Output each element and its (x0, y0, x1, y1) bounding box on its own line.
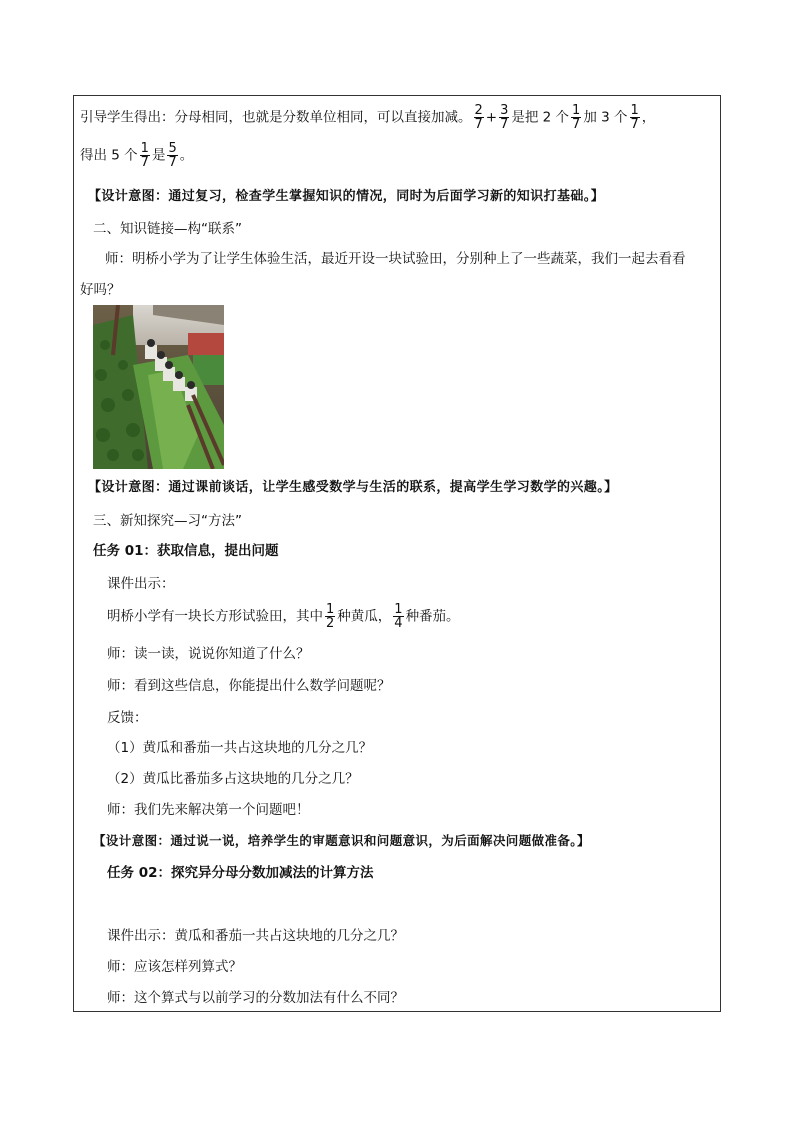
section-2-title: 二、知识链接—构“联系” (93, 221, 242, 237)
fraction-2-7: $\frac{2}{7}$ (474, 103, 483, 132)
vegetable-field-photo (93, 305, 224, 469)
guidance2-end: 。 (179, 147, 194, 164)
teacher-line-1b: 好吗？ (80, 282, 121, 298)
teacher-line-4: 师：我们先来解决第一个问题吧！ (107, 802, 310, 818)
design-intent-3: 【设计意图：通过说一说，培养学生的审题意识和问题意识，为后面解决问题做准备。】 (93, 833, 590, 848)
teacher-line-6: 师：这个算式与以前学习的分数加法有什么不同？ (107, 990, 404, 1006)
problem-text: 明桥小学有一块长方形试验田，其中 (107, 608, 323, 625)
design-intent-2: 【设计意图：通过课前谈话，让学生感受数学与生活的联系，提高学生学习数学的兴趣。】 (88, 480, 618, 495)
problem-text-mid: 种黄瓜， (337, 608, 392, 625)
teacher-line-5: 师：应该怎样列算式？ (107, 959, 242, 975)
guidance2-mid: 是 (151, 147, 166, 164)
guidance-line-2 (80, 142, 193, 169)
teacher-line-2: 师：读一读，说说你知道了什么？ (107, 646, 310, 662)
fraction-1-4: $\frac{1}{4}$ (394, 602, 403, 631)
teacher-line-3: 师：看到这些信息，你能提出什么数学问题呢？ (107, 678, 391, 694)
feedback-label: 反馈： (107, 710, 148, 726)
plus-sign: + (485, 109, 498, 126)
guidance-text-mid2: 加 3 个 (583, 109, 628, 126)
question-2: （2）黄瓜比番茄多占这块地的几分之几？ (107, 771, 359, 787)
question-1: （1）黄瓜和番茄一共占这块地的几分之几？ (107, 740, 373, 756)
guidance-text: 引导学生得出：分母相同，也就是分数单位相同，可以直接加减。 (80, 109, 472, 126)
task-01-title: 任务 01：获取信息，提出问题 (93, 543, 279, 559)
guidance-text-mid1: 是把 2 个 (511, 109, 570, 126)
fraction-1-2: $\frac{1}{2}$ (326, 602, 335, 631)
fraction-1-7-c: $\frac{1}{7}$ (140, 141, 149, 170)
courseware-label-2: 课件出示：黄瓜和番茄一共占这块地的几分之几？ (107, 928, 404, 944)
fraction-1-7-b: $\frac{1}{7}$ (630, 103, 639, 132)
fraction-3-7: $\frac{3}{7}$ (500, 103, 509, 132)
guidance2-text: 得出 5 个 (80, 147, 138, 164)
guidance-line-1 (80, 104, 655, 131)
fraction-5-7: $\frac{5}{7}$ (168, 141, 177, 170)
problem-statement (107, 603, 460, 630)
section-3-title: 三、新知探究—习“方法” (93, 513, 242, 529)
teacher-line-1a: 师：明桥小学为了让学生体验生活，最近开设一块试验田，分别种上了一些蔬菜，我们一起去看看 (105, 251, 686, 267)
problem-text-end: 种番茄。 (405, 608, 460, 625)
courseware-label-1: 课件出示： (107, 576, 175, 592)
fraction-1-7-a: $\frac{1}{7}$ (572, 103, 581, 132)
task-02-title: 任务 02：探究异分母分数加减法的计算方法 (107, 865, 374, 881)
design-intent-1: 【设计意图：通过复习，检查学生掌握知识的情况，同时为后面学习新的知识打基础。】 (88, 189, 605, 204)
guidance-text-end: ， (641, 109, 656, 126)
